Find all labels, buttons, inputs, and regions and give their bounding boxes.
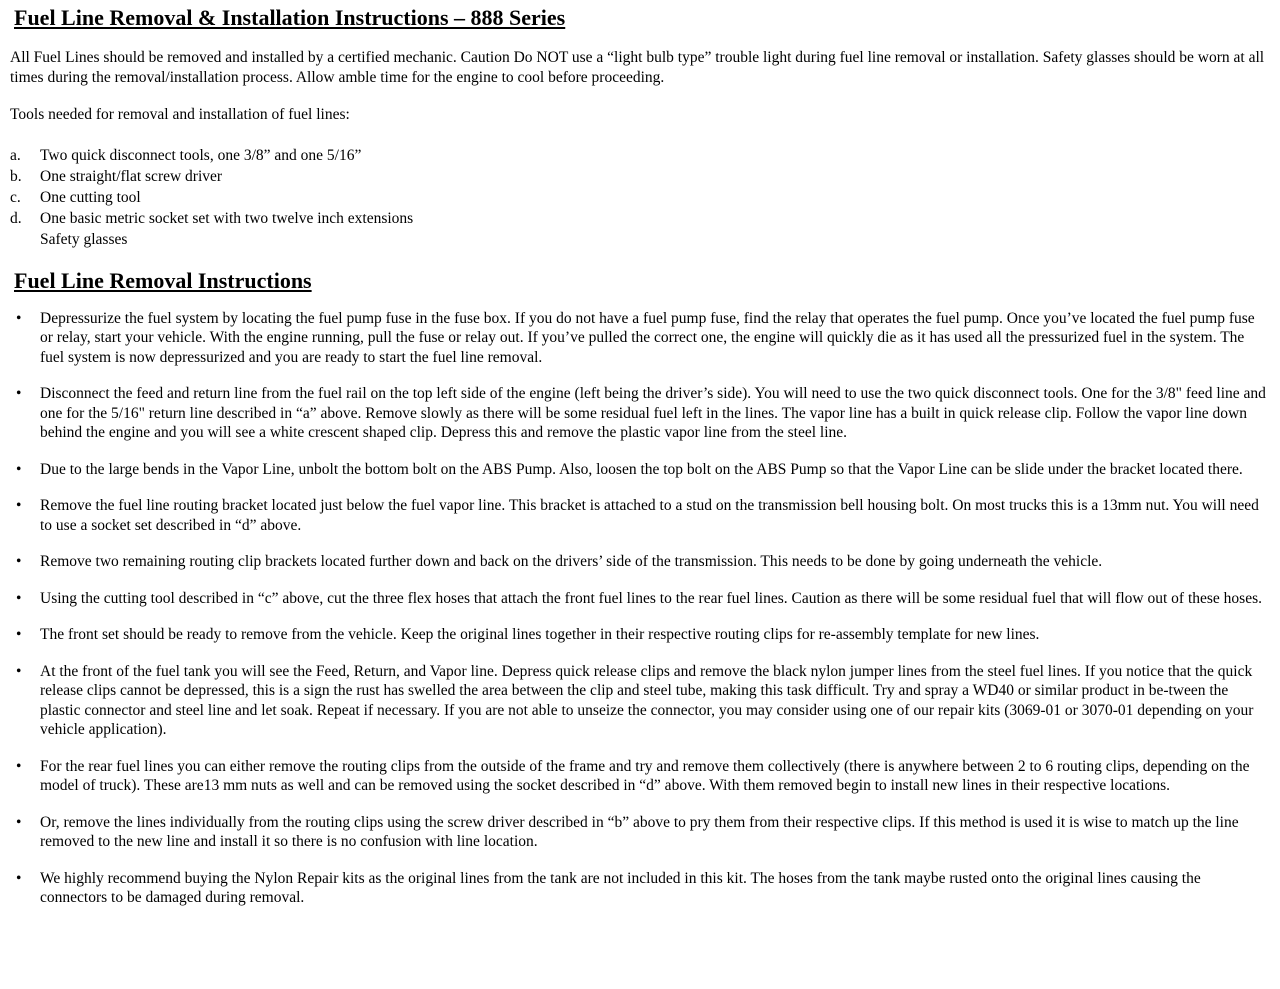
- tools-intro: Tools needed for removal and installation of fuel lines:: [10, 106, 350, 123]
- section-heading-text: Fuel Line Removal Instructions: [14, 267, 312, 293]
- tool-item: [10, 166, 1268, 187]
- step-item: • Disconnect the feed and return line from the fuel rail on the top left side of the engine (left being the driver’s side). You will need to use the two quick disconnect tools. One for the 3/8" feed line and one for the 5/16" return line described in “a” above. Remove slowly as there will be some residual fuel left in the lines. The vapor line has a built in quick release clip. Follow the vapor line down behind the engine and you will see a white crescent shaped clip. Depress this and remove the plastic vapor line from the steel line.: [10, 384, 1268, 443]
- tool-text: Safety glasses: [40, 230, 128, 248]
- tool-text: One cutting tool: [40, 188, 141, 206]
- tool-item: [10, 187, 1268, 208]
- tool-item: [10, 145, 1268, 166]
- tool-marker: a.: [10, 146, 21, 164]
- intro-paragraph: All Fuel Lines should be removed and installed by a certified mechanic. Caution Do NOT use a “light bulb type” trouble light during fuel line removal or installation. Safety glasses should be worn at all times during the removal/installation process. Allow amble time for the engine to cool before proceeding.: [10, 49, 1265, 86]
- step-item: • Remove the fuel line routing bracket located just below the fuel vapor line. This bracket is attached to a stud on the transmission bell housing bolt. On most trucks this is a 13mm nut. You will need to use a socket set described in “d” above.: [10, 496, 1268, 535]
- tool-marker: d.: [10, 209, 22, 227]
- tool-text: Two quick disconnect tools, one 3/8” and one 5/16”: [40, 146, 362, 164]
- tool-marker: [10, 229, 40, 250]
- tool-marker: b.: [10, 167, 22, 185]
- step-item: • At the front of the fuel tank you will see the Feed, Return, and Vapor line. Depress quick release clips and remove the black nylon jumper lines from the steel fuel lines. If you notice that the quick release clips cannot be depressed, this is a sign the rust has swelled the area between the clip and steel tube, making this task difficult. Try and spray a WD40 or similar product in be-tween the plastic connector and steel line and let soak. Repeat if necessary. If you are not able to unseize the connector, you may consider using one of our repair kits (3069-01 or 3070-01 depending on your vehicle application).: [10, 662, 1268, 740]
- tool-text: One straight/flat screw driver: [40, 167, 223, 185]
- steps-list: [10, 309, 1268, 908]
- tool-item: [10, 208, 1268, 229]
- step-item: • Due to the large bends in the Vapor Line, unbolt the bottom bolt on the ABS Pump. Also, loosen the top bolt on the ABS Pump so that the Vapor Line can be slide under the bracket located there.: [10, 460, 1268, 480]
- step-item: • Using the cutting tool described in “c” above, cut the three flex hoses that attach the front fuel lines to the rear fuel lines. Caution as there will be some residual fuel that will flow out of these hoses.: [10, 589, 1268, 609]
- step-item: • For the rear fuel lines you can either remove the routing clips from the outside of the frame and try and remove them collectively (there is anywhere between 2 to 6 routing clips, depending on the model of truck). These are13 mm nuts as well and can be removed using the socket described in “d” above. With them removed begin to install new lines in their respective locations.: [10, 757, 1268, 796]
- tool-marker: c.: [10, 188, 21, 206]
- step-item: • The front set should be ready to remove from the vehicle. Keep the original lines together in their respective routing clips for re-assembly template for new lines.: [10, 625, 1268, 645]
- page-title-text: Fuel Line Removal & Installation Instructions – 888 Series: [14, 5, 566, 30]
- tool-item: [10, 229, 1268, 250]
- tools-list: [10, 145, 1268, 250]
- step-item: • We highly recommend buying the Nylon Repair kits as the original lines from the tank are not included in this kit. The hoses from the tank maybe rusted onto the original lines causing the connectors to be damaged during removal.: [10, 869, 1268, 908]
- section-heading: [10, 267, 1268, 295]
- step-item: • Depressurize the fuel system by locating the fuel pump fuse in the fuse box. If you do not have a fuel pump fuse, find the relay that operates the fuel pump. Once you’ve located the fuel pump fuse or relay, start your vehicle. With the engine running, pull the fuse or relay out. If you’ve pulled the correct one, the engine will quickly die as it has used all the pressurized fuel in the system. The fuel system is now depressurized and you are ready to start the fuel line removal.: [10, 309, 1268, 368]
- page-title: [10, 4, 1268, 32]
- step-item: • Or, remove the lines individually from the routing clips using the screw driver described in “b” above to pry them from their respective clips. If this method is used it is wise to match up the line removed to the new line and install it so there is no confusion with line location.: [10, 813, 1268, 852]
- tool-text: One basic metric socket set with two twelve inch extensions: [40, 209, 414, 227]
- step-item: • Remove two remaining routing clip brackets located further down and back on the drivers’ side of the transmission. This needs to be done by going underneath the vehicle.: [10, 552, 1268, 572]
